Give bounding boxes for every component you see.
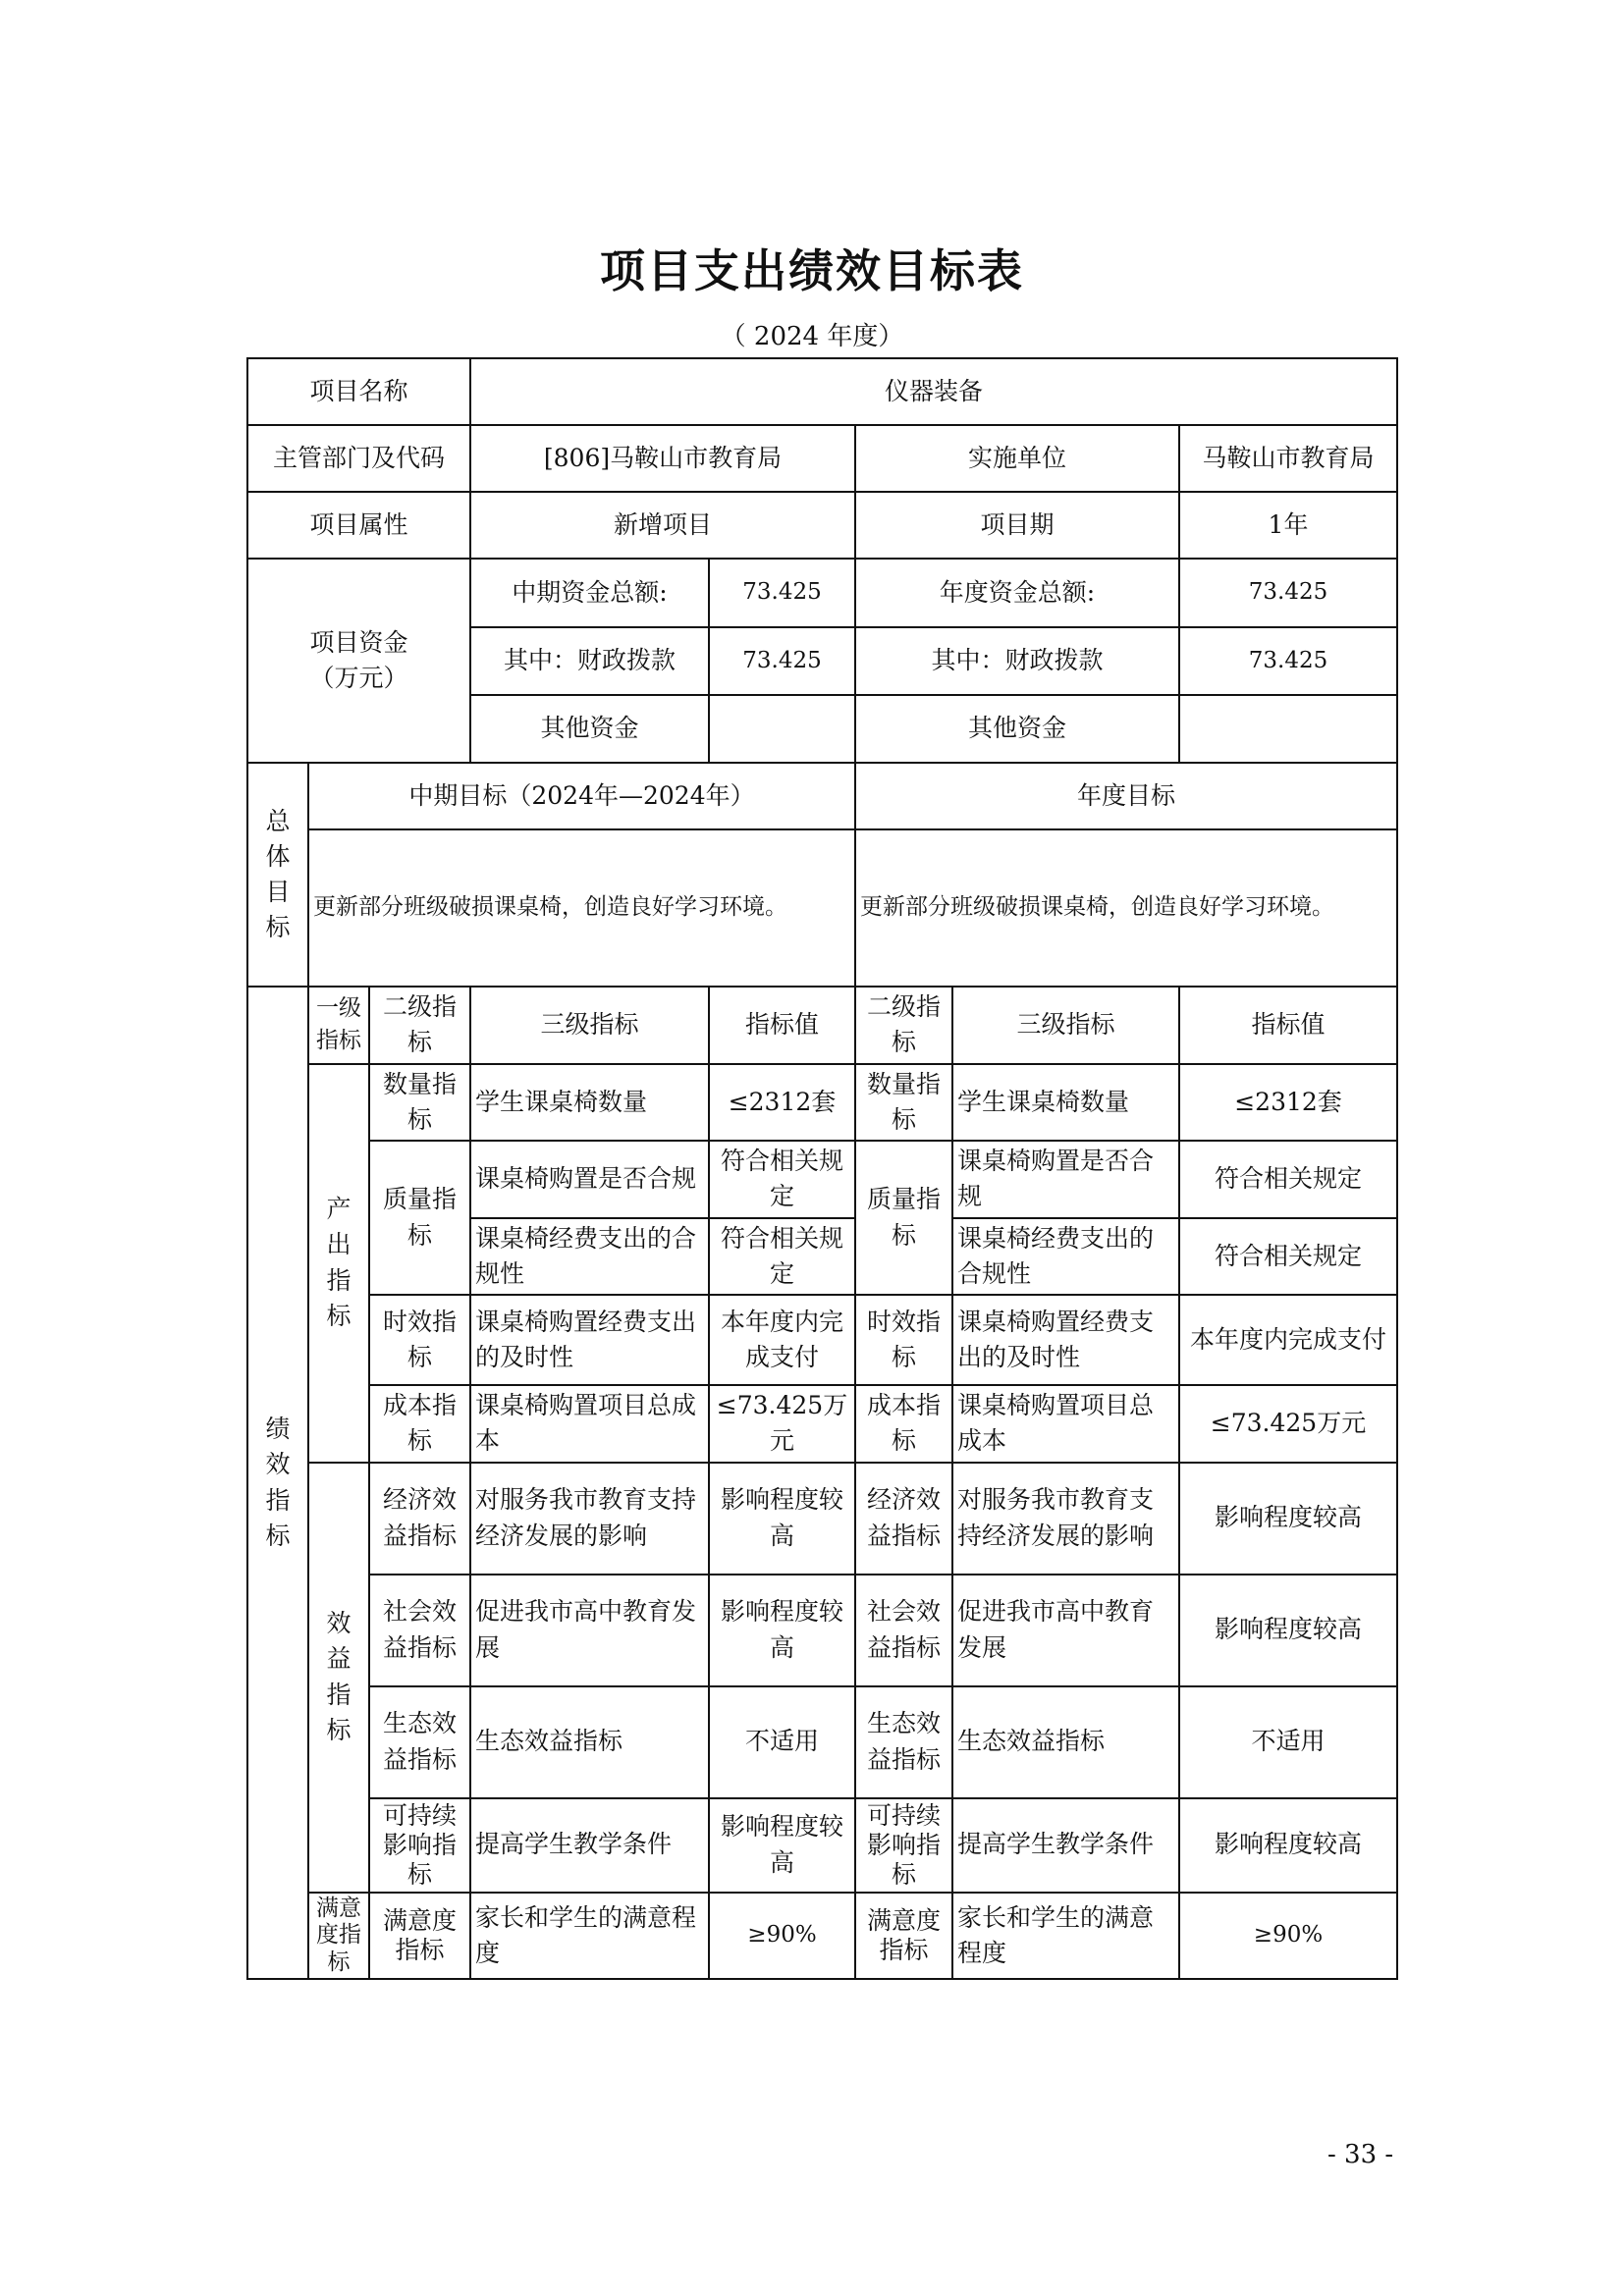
row-department — [247, 425, 1397, 492]
sustain-l3-right: 提高学生教学条件 — [952, 1798, 1179, 1893]
eco-l3-right: 生态效益指标 — [952, 1686, 1179, 1798]
mid-total-value: 73.425 — [709, 559, 855, 627]
department-value: [806]马鞍山市教育局 — [470, 425, 855, 492]
eco-value-left: 不适用 — [709, 1686, 855, 1798]
timeliness-l3-left: 课桌椅购置经费支出的及时性 — [470, 1295, 709, 1385]
eco-l2-left: 生态效益指标 — [369, 1686, 470, 1798]
economic-l2-left: 经济效益指标 — [369, 1463, 470, 1575]
row-timeliness — [247, 1295, 1397, 1385]
overall-goal-label-text: 总体目标 — [265, 806, 291, 942]
funds-label: 项目资金（万元） — [247, 559, 470, 763]
satisfy-l3-left: 家长和学生的满意程度 — [470, 1893, 709, 1980]
timeliness-l2-right: 时效指标 — [855, 1295, 952, 1385]
performance-target-table — [246, 357, 1398, 1980]
social-l3-right: 促进我市高中教育发展 — [952, 1575, 1179, 1686]
cost-value-right: ≤73.425万元 — [1179, 1385, 1397, 1463]
attribute-label: 项目属性 — [247, 492, 470, 559]
period-label: 项目期 — [855, 492, 1179, 559]
satisfy-l2-right: 满意度指标 — [855, 1893, 952, 1980]
quantity-l3-left: 学生课桌椅数量 — [470, 1064, 709, 1142]
quality-a-value-right: 符合相关规定 — [1179, 1141, 1397, 1218]
quality-a-l3-right: 课桌椅购置是否合规 — [952, 1141, 1179, 1218]
mid-fiscal-label: 其中：财政拨款 — [470, 627, 709, 695]
mid-total-label: 中期资金总额: — [470, 559, 709, 627]
timeliness-l3-right: 课桌椅购置经费支出的及时性 — [952, 1295, 1179, 1385]
quantity-l2-right: 数量指标 — [855, 1064, 952, 1142]
header-value-left: 指标值 — [709, 987, 855, 1064]
year-other-label: 其他资金 — [855, 695, 1179, 763]
social-value-right: 影响程度较高 — [1179, 1575, 1397, 1686]
quality-b-l3-left: 课桌椅经费支出的合规性 — [470, 1218, 709, 1296]
economic-value-right: 影响程度较高 — [1179, 1463, 1397, 1575]
economic-l2-right: 经济效益指标 — [855, 1463, 952, 1575]
satisfy-l2-left: 满意度指标 — [369, 1893, 470, 1980]
year-other-value — [1179, 695, 1397, 763]
year-goal-header: 年度目标 — [855, 763, 1397, 829]
timeliness-l2-left: 时效指标 — [369, 1295, 470, 1385]
quality-l2-right: 质量指标 — [855, 1141, 952, 1295]
sustain-l2-left: 可持续影响指标 — [369, 1798, 470, 1893]
attribute-value: 新增项目 — [470, 492, 855, 559]
row-social — [247, 1575, 1397, 1686]
quality-b-value-left: 符合相关规定 — [709, 1218, 855, 1296]
social-l2-left: 社会效益指标 — [369, 1575, 470, 1686]
row-eco — [247, 1686, 1397, 1798]
perf-indicator-label — [247, 987, 308, 1979]
mid-other-value — [709, 695, 855, 763]
row-perf-headers — [247, 987, 1397, 1064]
economic-l3-right: 对服务我市教育支持经济发展的影响 — [952, 1463, 1179, 1575]
quantity-value-right: ≤2312套 — [1179, 1064, 1397, 1142]
row-project-name — [247, 358, 1397, 425]
benefit-indicator-label: 效益指标 — [308, 1463, 369, 1893]
header-level1: 一级指标 — [308, 987, 369, 1064]
eco-l2-right: 生态效益指标 — [855, 1686, 952, 1798]
satisfaction-indicator-label: 满意度指标 — [308, 1893, 369, 1980]
row-quantity — [247, 1064, 1397, 1142]
output-indicator-label: 产出指标 — [308, 1064, 369, 1463]
social-value-left: 影响程度较高 — [709, 1575, 855, 1686]
quality-b-l3-right: 课桌椅经费支出的合规性 — [952, 1218, 1179, 1296]
row-quality-a — [247, 1141, 1397, 1218]
mid-goal-text: 更新部分班级破损课桌椅，创造良好学习环境。 — [308, 829, 855, 987]
header-level2-left: 二级指标 — [369, 987, 470, 1064]
page-number: - 33 - — [1327, 2140, 1394, 2169]
row-attribute — [247, 492, 1397, 559]
sustain-value-right: 影响程度较高 — [1179, 1798, 1397, 1893]
quantity-l3-right: 学生课桌椅数量 — [952, 1064, 1179, 1142]
quality-a-value-left: 符合相关规定 — [709, 1141, 855, 1218]
social-l2-right: 社会效益指标 — [855, 1575, 952, 1686]
row-cost — [247, 1385, 1397, 1463]
header-value-right: 指标值 — [1179, 987, 1397, 1064]
header-level3-left: 三级指标 — [470, 987, 709, 1064]
cost-l3-left: 课桌椅购置项目总成本 — [470, 1385, 709, 1463]
economic-value-left: 影响程度较高 — [709, 1463, 855, 1575]
satisfy-value-right: ≥90% — [1179, 1893, 1397, 1980]
sustain-value-left: 影响程度较高 — [709, 1798, 855, 1893]
row-overall-headers — [247, 763, 1397, 829]
mid-goal-header: 中期目标（2024年—2024年） — [308, 763, 855, 829]
mid-other-label: 其他资金 — [470, 695, 709, 763]
row-funds-total — [247, 559, 1397, 627]
social-l3-left: 促进我市高中教育发展 — [470, 1575, 709, 1686]
quantity-l2-left: 数量指标 — [369, 1064, 470, 1142]
cost-l2-right: 成本指标 — [855, 1385, 952, 1463]
cost-value-left: ≤73.425万元 — [709, 1385, 855, 1463]
perf-indicator-label-text: 绩效指标 — [265, 1415, 291, 1550]
year-fiscal-value: 73.425 — [1179, 627, 1397, 695]
cost-l3-right: 课桌椅购置项目总成本 — [952, 1385, 1179, 1463]
cost-l2-left: 成本指标 — [369, 1385, 470, 1463]
department-label: 主管部门及代码 — [247, 425, 470, 492]
timeliness-value-right: 本年度内完成支付 — [1179, 1295, 1397, 1385]
implementer-value: 马鞍山市教育局 — [1179, 425, 1397, 492]
row-overall-text — [247, 829, 1397, 987]
mid-fiscal-value: 73.425 — [709, 627, 855, 695]
sustain-l2-right: 可持续影响指标 — [855, 1798, 952, 1893]
page-title: 项目支出绩效目标表 — [600, 244, 1024, 297]
quality-a-l3-left: 课桌椅购置是否合规 — [470, 1141, 709, 1218]
year-subtitle: （ 2024 年度） — [720, 322, 904, 351]
quantity-value-left: ≤2312套 — [709, 1064, 855, 1142]
satisfy-l3-right: 家长和学生的满意程度 — [952, 1893, 1179, 1980]
timeliness-value-left: 本年度内完成支付 — [709, 1295, 855, 1385]
quality-b-value-right: 符合相关规定 — [1179, 1218, 1397, 1296]
implementer-label: 实施单位 — [855, 425, 1179, 492]
year-total-value: 73.425 — [1179, 559, 1397, 627]
sustain-l3-left: 提高学生教学条件 — [470, 1798, 709, 1893]
year-fiscal-label: 其中：财政拨款 — [855, 627, 1179, 695]
row-economic — [247, 1463, 1397, 1575]
project-name-value: 仪器装备 — [470, 358, 1397, 425]
period-value: 1年 — [1179, 492, 1397, 559]
header-level2-right: 二级指标 — [855, 987, 952, 1064]
row-sustain — [247, 1798, 1397, 1893]
overall-goal-label — [247, 763, 308, 987]
project-name-label: 项目名称 — [247, 358, 470, 425]
eco-value-right: 不适用 — [1179, 1686, 1397, 1798]
row-satisfaction — [247, 1893, 1397, 1980]
year-total-label: 年度资金总额: — [855, 559, 1179, 627]
satisfy-value-left: ≥90% — [709, 1893, 855, 1980]
header-level3-right: 三级指标 — [952, 987, 1179, 1064]
quality-l2-left: 质量指标 — [369, 1141, 470, 1295]
eco-l3-left: 生态效益指标 — [470, 1686, 709, 1798]
economic-l3-left: 对服务我市教育支持经济发展的影响 — [470, 1463, 709, 1575]
year-goal-text: 更新部分班级破损课桌椅，创造良好学习环境。 — [855, 829, 1397, 987]
